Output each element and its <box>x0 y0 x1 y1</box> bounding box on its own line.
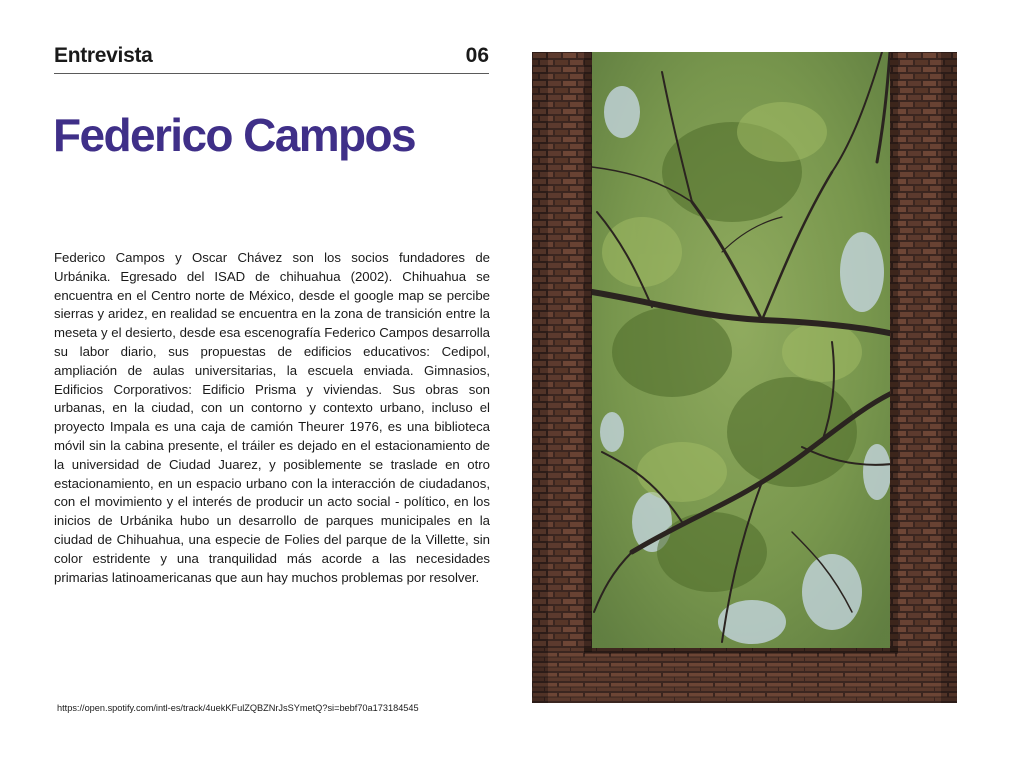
page-number: 06 <box>465 44 489 67</box>
courtyard-tree-photo <box>532 52 957 703</box>
page-header <box>54 44 489 74</box>
article-title: Federico Campos <box>53 109 415 161</box>
photo-illustration <box>532 52 957 703</box>
spotify-link[interactable]: https://open.spotify.com/intl-es/track/4uekKFulZQBZNrJsSYmetQ?si=bebf70a173184545 <box>57 703 419 713</box>
section-label: Entrevista <box>54 44 153 67</box>
article-body: Federico Campos y Oscar Chávez son los socios fundadores de Urbánika. Egresado del ISAD de chihuahua (2002). Chihuahua se encuentra en el Centro norte de México, desde el google map se percibe sierras y aridez, en realidad se encuentra en la zona de transición entre la meseta y el desierto, desde esa escenografía Federico Campos desarrolla su labor diario, sus propuestas de edificios educativos: Cedipol, ampliación de aulas universitarias, la escuela enviada. Gimnasios, Edificios Corporativos: Edificio Prisma y viviendas. Sus obras son urbanas, en la ciudad, con un contorno y contexto urbano, incluso el proyecto Impala es una caja de camión Theurer 1976, es una biblioteca móvil sin la cabina presente, el tráiler es dejado en el estacionamiento de la universidad de Ciudad Juarez, y posiblemente se traslade en otro estacionamiento, en un espacio urbano con la interacción de ciudadanos, con el movimiento y el interés de producir un acto social - político, en los inicios de Urbánika hubo un desarrollo de parques municipales en la ciudad de Chihuahua, una especie de Folies del parque de la Villette, sin color estridente y una tranquilidad más acorde a las necesidades primarias latinoamericanas que aun hay muchos problemas por resolver. <box>54 250 490 585</box>
